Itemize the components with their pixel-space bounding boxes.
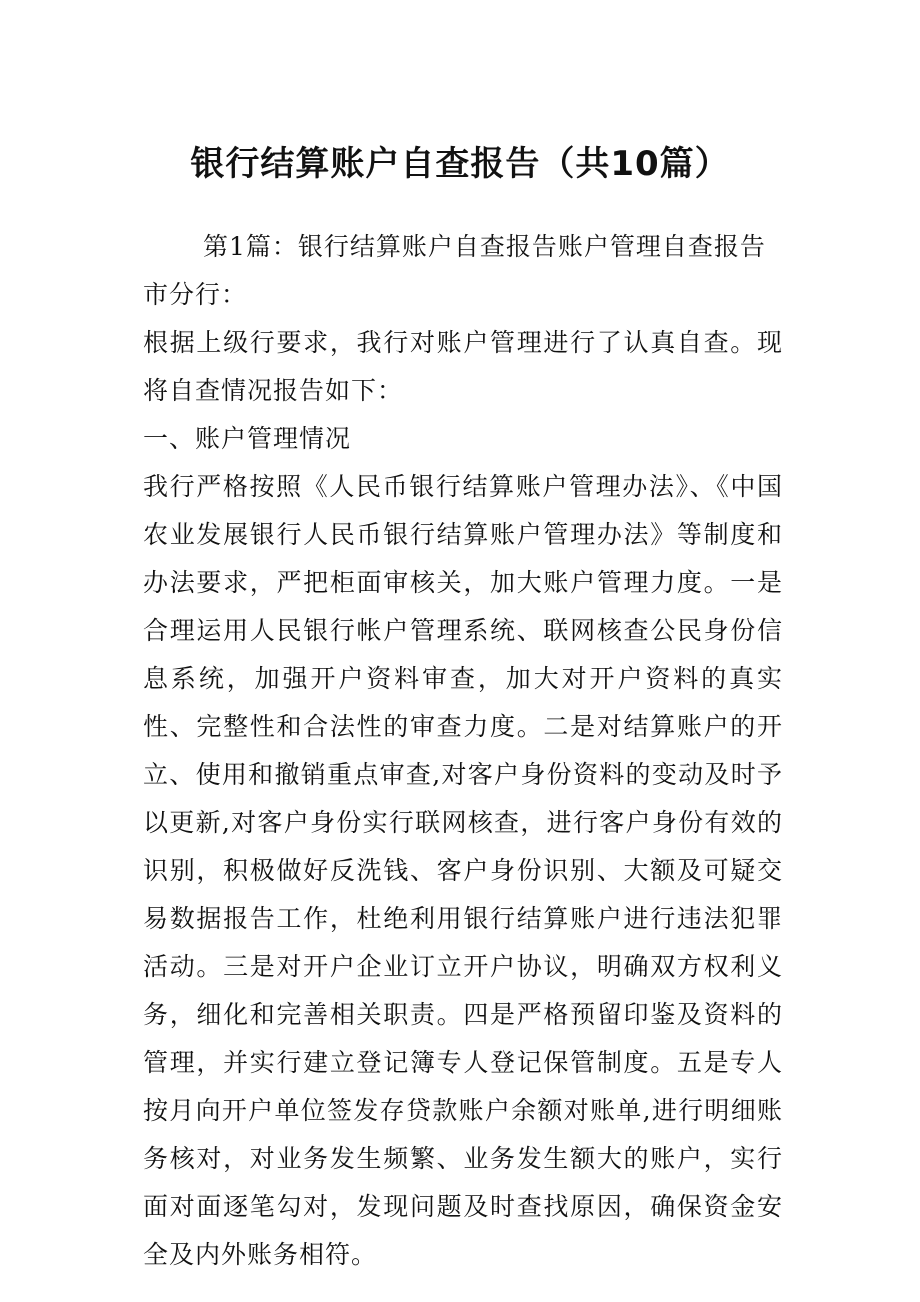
- part-one-paragraph: 我行严格按照《人民币银行结算账户管理办法》、《中国农业发展银行人民币银行结算账户管理办法》等制度和办法要求，严把柜面审核关，加大账户管理力度。一是合理运用人民银行帐户管理系统、联网核查公民身份信息系统，加强开户资料审查，加大对开户资料的真实性、完整性和合法性的审查力度。二是对结算账户的开立、使用和撤销重点审查,对客户身份资料的变动及时予以更新,对客户身份实行联网核查，进行客户身份有效的识别，积极做好反洗钱、客户身份识别、大额及可疑交易数据报告工作，杜绝利用银行结算账户进行违法犯罪活动。三是对开户企业订立开户协议，明确双方权利义务，细化和完善相关职责。四是严格预留印鉴及资料的管理，并实行建立登记簿专人登记保管制度。五是专人按月向开户单位签发存贷款账户余额对账单,进行明细账务核对，对业务发生频繁、业务发生额大的账户，实行面对面逐笔勾对，发现问题及时查找原因，确保资金安全及内外账务相符。: [143, 472, 783, 1269]
- intro-paragraph: 根据上级行要求，我行对账户管理进行了认真自查。现将自查情况报告如下：: [143, 328, 783, 405]
- section-heading: 第1篇：银行结算账户自查报告账户管理自查报告: [203, 232, 766, 261]
- document-body: [143, 223, 783, 1279]
- salutation: 市分行：: [143, 280, 248, 309]
- document-title: 银行结算账户自查报告（共10篇）: [190, 144, 730, 184]
- part-one-heading: 一、账户管理情况: [143, 424, 352, 453]
